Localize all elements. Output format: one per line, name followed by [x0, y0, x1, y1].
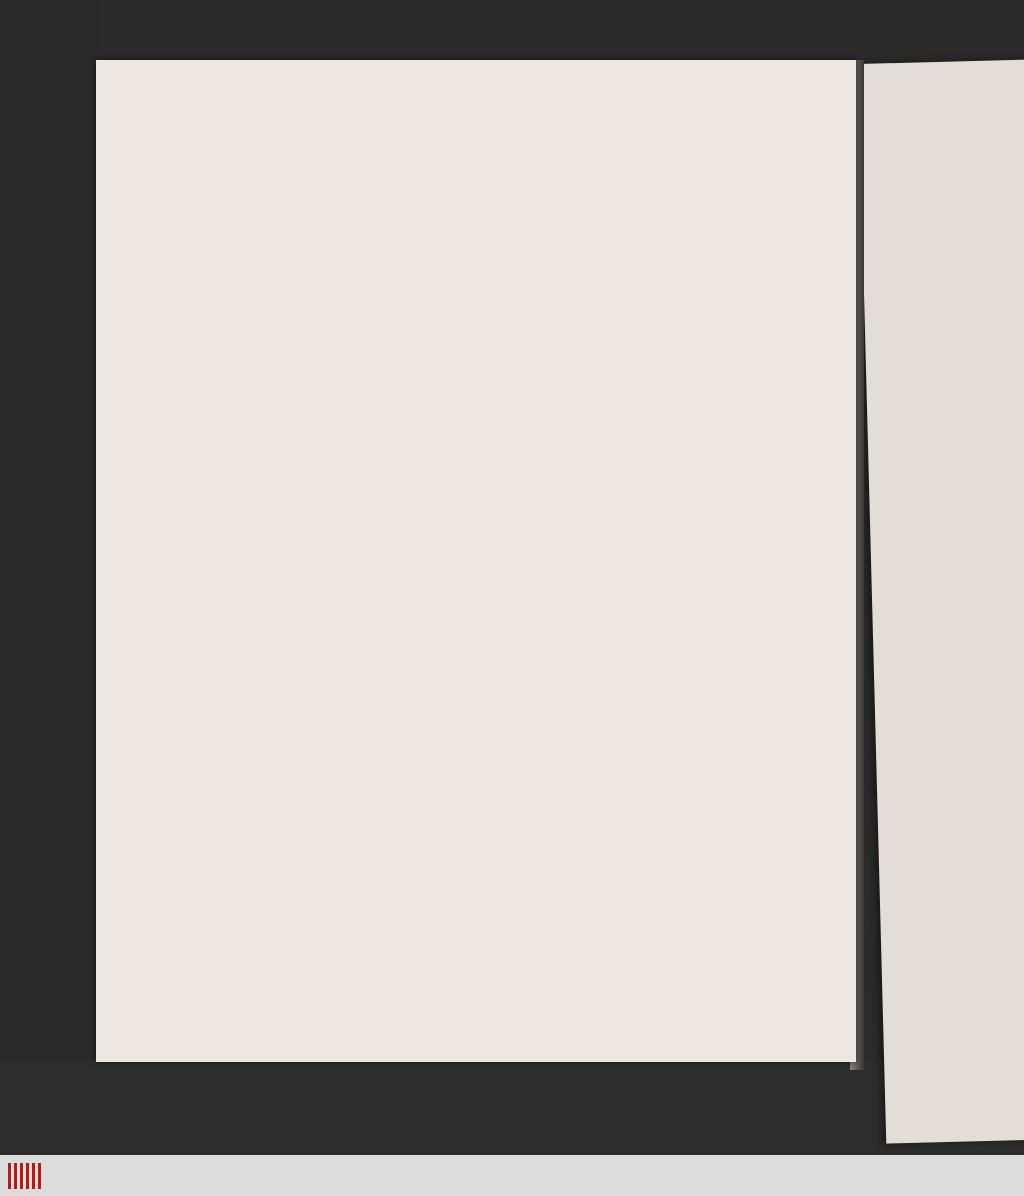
book-page [96, 60, 856, 1062]
background-left [0, 0, 100, 1155]
footer-bar [0, 1155, 1024, 1196]
background-bottom [0, 1060, 1024, 1155]
hab-logo-icon [8, 1163, 48, 1189]
facing-page [858, 59, 1024, 1144]
